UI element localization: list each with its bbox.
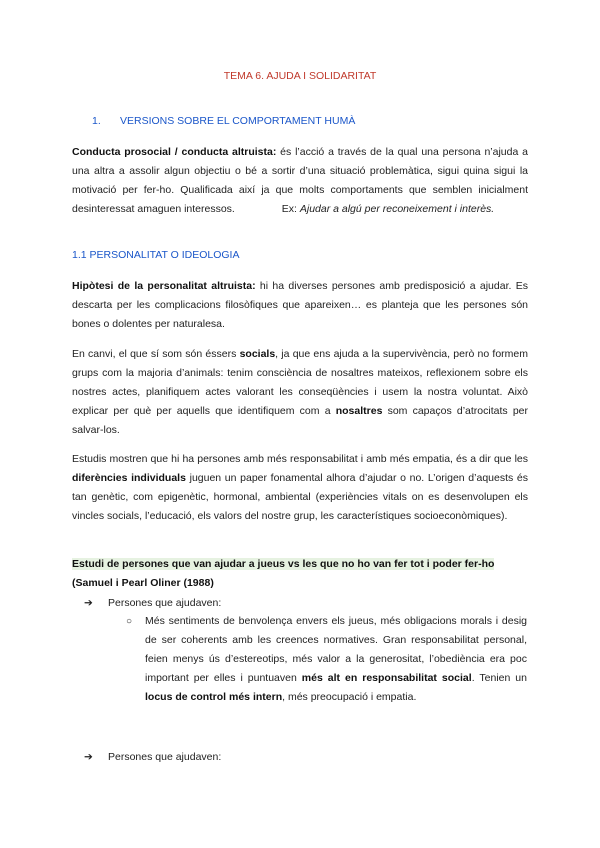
term-hypothesis: Hipòtesi de la personalitat altruista: xyxy=(72,280,256,292)
example-text: Ajudar a algú per reconeixement i interès. xyxy=(299,203,495,215)
term-individual-differences: diferències individuals xyxy=(72,472,186,484)
term-socials: socials xyxy=(239,348,276,360)
subsection-heading: 1.1 PERSONALITAT O IDEOLOGIA xyxy=(72,249,240,261)
study-heading xyxy=(72,555,532,593)
paragraph-text: . Tenien un xyxy=(471,672,527,684)
term-locus-of-control: locus de control més intern xyxy=(145,691,283,703)
arrow-bullet-icon: ➔ xyxy=(84,751,93,763)
bullet-item-1 xyxy=(84,594,221,613)
paragraph-text: Més sentiments de benvolença envers els jueus, més obligacions morals i desig de ser coherents amb les creences normatives. Gran responsabilitat personal, feien menys ús d’estereotips, més valor a la generositat, l’obediència era poc important per elles i puntuaven xyxy=(145,615,527,684)
paragraph-studies xyxy=(72,450,528,526)
paragraph-text: hi ha diverses persones amb predisposició a ajudar. Es descarta per les complicacions filosòfiques que apareixen… es planteja que les persones són bones o dolentes per naturalesa. xyxy=(72,280,528,330)
paragraph-text: Estudis mostren que hi ha persones amb més responsabilitat i amb més empatia, és a dir que les xyxy=(72,453,528,465)
example-label: Ex: xyxy=(281,203,297,215)
study-authors: (Samuel i Pearl Oliner (1988) xyxy=(72,577,214,589)
study-title: Estudi de persones que van ajudar a jueus vs les que no ho van fer tot i poder fer-ho xyxy=(72,558,495,570)
section-number: 1. xyxy=(92,115,101,127)
paragraph-text: , més preocupació i empatia. xyxy=(282,691,417,703)
paragraph-prosocial xyxy=(72,143,528,219)
subbullet-text xyxy=(145,612,527,707)
bullet-label: Persones que ajudaven: xyxy=(108,597,222,609)
section-heading-1 xyxy=(92,115,355,127)
paragraph-text: En canvi, el que sí som són éssers xyxy=(72,348,240,360)
term-prosocial: Conducta prosocial / conducta altruista: xyxy=(72,146,277,158)
circle-bullet-icon: ○ xyxy=(126,616,133,627)
paragraph-social xyxy=(72,345,528,440)
term-social-responsibility: més alt en responsabilitat social xyxy=(301,672,472,684)
paragraph-text: som capaços d’atrocitats per salvar-los. xyxy=(72,405,528,436)
arrow-bullet-icon: ➔ xyxy=(84,597,93,609)
section-label: VERSIONS SOBRE EL COMPORTAMENT HUMÀ xyxy=(120,115,356,127)
bullet-label: Persones que ajudaven: xyxy=(108,751,222,763)
paragraph-text: juguen un paper fonamental alhora d’ajudar o no. L’origen d’aquests és tan genètic, com epigenètic, hormonal, ambiental (experiències vitals on es desenvolupen els vincles socials, l’educació, els valors del nostre grup, les característiques socioeconòmiques). xyxy=(72,472,528,522)
document-title: TEMA 6. AJUDA I SOLIDARITAT xyxy=(223,70,377,82)
paragraph-hypothesis xyxy=(72,277,528,334)
paragraph-text: , ja que ens ajuda a la supervivència, però no formem grups com la majoria d’animals: tenim consciència de nosaltres mateixos, reflexionem sobre els nostres actes, planifiquem actes valorant les conseqüències i usem la nostra voluntat. Això explicar per què per aquells que identifiquem com a xyxy=(72,348,528,417)
bullet-item-2 xyxy=(84,748,221,767)
term-nosaltres: nosaltres xyxy=(335,405,383,417)
paragraph-text: és l’acció a través de la qual una persona n’ajuda a una altra a assolir algun objectiu o bé a sortir d’una situació problemàtica, sigui quina sigui la motivació per fer-ho. Qualificada així ja que molts comportaments que semblen inicialment desinteressat amaguen interessos. xyxy=(72,146,528,215)
